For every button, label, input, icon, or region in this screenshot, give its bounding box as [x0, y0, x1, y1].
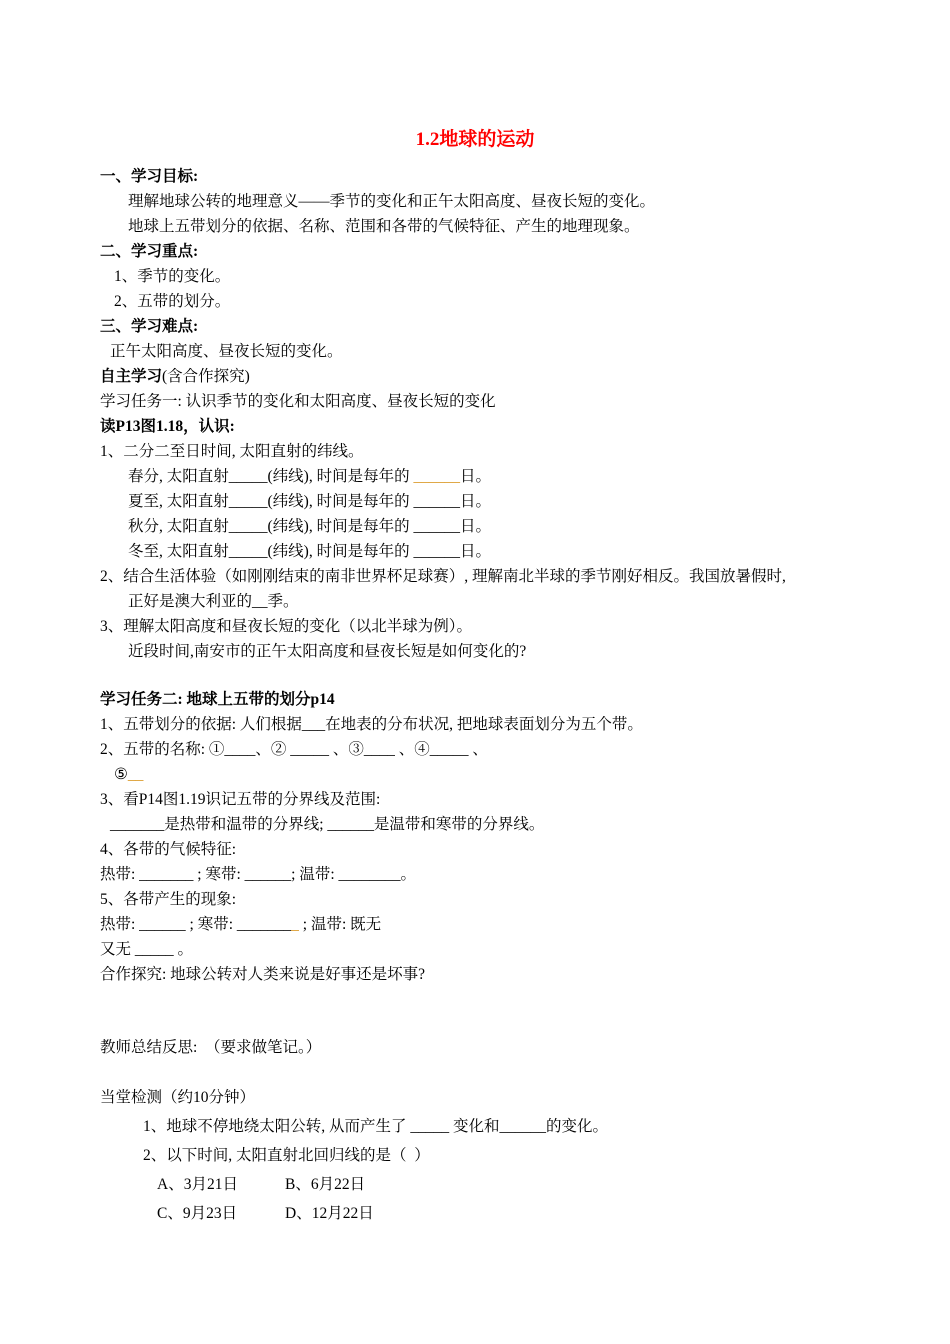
zone-name-5-label: ⑤ — [114, 766, 128, 783]
task2-item2-line1: 2、五带的名称: ①____、② _____ 、③____ 、④_____ 、 — [100, 741, 488, 758]
coop-inquiry-line: 合作探究: 地球公转对人类来说是好事还是坏事? — [100, 966, 426, 983]
phenomena-pre: 热带: ______ ; 寒带: _______ — [100, 916, 292, 933]
difficulties-line: 正午太阳高度、昼夜长短的变化。 — [110, 343, 343, 360]
task2-item5-line2 — [100, 912, 890, 937]
difficulties-heading: 三、学习难点: — [100, 318, 199, 335]
quiz-heading: 当堂检测（约10分钟） — [100, 1089, 256, 1106]
key-point-1: 1、季节的变化。 — [114, 268, 231, 285]
task2-item3-line1: 3、看P14图1.19识记五带的分界线及范围: — [100, 791, 381, 808]
task2-item4-line2: 热带: _______ ; 寒带: ______; 温带: ________。 — [100, 866, 417, 883]
key-points-heading: 二、学习重点: — [100, 243, 199, 260]
quiz-q1: 1、地球不停地绕太阳公转, 从而产生了 _____ 变化和______的变化。 — [143, 1118, 609, 1135]
quiz-option-d: D、12月22日 — [285, 1205, 374, 1222]
goals-heading: 一、学习目标: — [100, 168, 199, 185]
task1-intro: 学习任务一: 认识季节的变化和太阳高度、昼夜长短的变化 — [100, 393, 496, 410]
spring-blank-2: ______ — [413, 468, 460, 485]
spring-text-post: 日。 — [459, 468, 491, 485]
goals-line-2: 地球上五带划分的依据、名称、范围和各带的气候特征、产生的地理现象。 — [128, 218, 640, 235]
task1-item3-line2: 近段时间,南安市的正午太阳高度和昼夜长短是如何变化的? — [128, 643, 527, 660]
phenomena-post: ; 温带: 既无 — [298, 916, 382, 933]
quiz-options-row1 — [100, 1172, 890, 1197]
doc-title: 1.2地球的运动 — [415, 129, 535, 150]
task1-item1: 1、二分二至日时间, 太阳直射的纬线。 — [100, 443, 364, 460]
teacher-note-line: 教师总结反思: （要求做笔记。） — [100, 1039, 322, 1056]
task1-autumn-line: 秋分, 太阳直射_____(纬线), 时间是每年的 ______日。 — [128, 518, 491, 535]
task1-item2-line2: 正好是澳大利亚的__季。 — [128, 593, 299, 610]
self-study-line — [100, 364, 890, 389]
task1-spring-line — [100, 464, 890, 489]
task2-heading: 学习任务二: 地球上五带的划分p14 — [100, 691, 335, 708]
spring-blank-1: _____ — [228, 468, 268, 485]
task2-item3-line2: _______是热带和温带的分界线; ______是温带和寒带的分界线。 — [110, 816, 545, 833]
quiz-option-a: A、3月21日 — [157, 1176, 238, 1193]
task2-item5-line3: 又无 _____ 。 — [100, 941, 194, 958]
quiz-option-c: C、9月23日 — [157, 1205, 238, 1222]
task2-item4-line1: 4、各带的气候特征: — [100, 841, 237, 858]
self-study-note: (含合作探究) — [162, 368, 250, 385]
key-point-2: 2、五带的划分。 — [114, 293, 231, 310]
spring-text-mid: (纬线), 时间是每年的 — [267, 468, 414, 485]
quiz-option-b: B、6月22日 — [285, 1176, 366, 1193]
task2-item2-line2 — [100, 762, 890, 787]
task1-read-note: 读P13图1.18，认识: — [100, 418, 235, 435]
goals-line-1: 理解地球公转的地理意义——季节的变化和正午太阳高度、昼夜长短的变化。 — [128, 193, 656, 210]
task1-item3-line1: 3、理解太阳高度和昼夜长短的变化（以北半球为例）。 — [100, 618, 473, 635]
spring-text-pre: 春分, 太阳直射 — [128, 468, 229, 485]
task2-item5-line1: 5、各带产生的现象: — [100, 891, 237, 908]
task1-winter-line: 冬至, 太阳直射_____(纬线), 时间是每年的 ______日。 — [128, 543, 491, 560]
phenomena-highlight-mark: _ — [291, 916, 299, 933]
task1-item2-line1: 2、结合生活体验（如刚刚结束的南非世界杯足球赛）, 理解南北半球的季节刚好相反。我国放暑假时, — [100, 568, 786, 585]
quiz-options-row2 — [100, 1201, 890, 1226]
task1-summer-line: 夏至, 太阳直射_____(纬线), 时间是每年的 ______日。 — [128, 493, 491, 510]
task2-item1: 1、五带划分的依据: 人们根据___在地表的分布状况, 把地球表面划分为五个带。 — [100, 716, 643, 733]
self-study-label: 自主学习 — [100, 368, 163, 385]
quiz-q2: 2、以下时间, 太阳直射北回归线的是（ ） — [143, 1147, 430, 1164]
zone-name-5-blank: __ — [127, 766, 144, 783]
